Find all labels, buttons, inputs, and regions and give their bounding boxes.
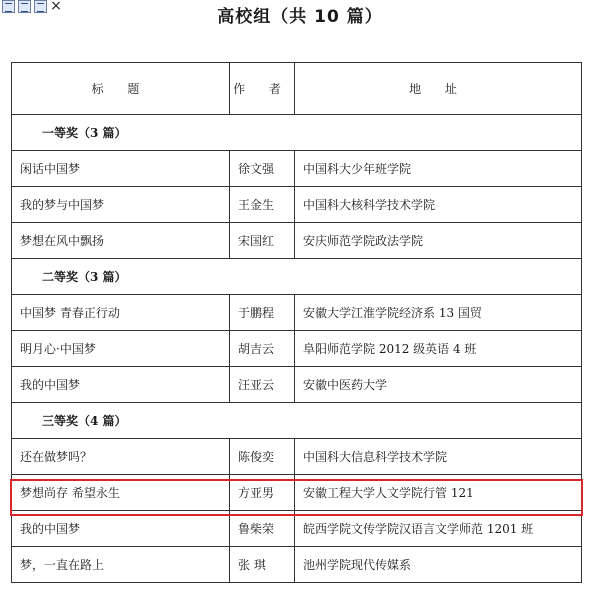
entry-address: 皖西学院文传学院汉语言文学师范 1201 班: [295, 511, 582, 547]
table-row: [12, 187, 582, 223]
table-row: [12, 151, 582, 187]
section-row-first-prize: [12, 115, 582, 151]
entry-author: 鲁柴荣: [230, 511, 295, 547]
section-row-second-prize: [12, 259, 582, 295]
entry-address: 阜阳师范学院 2012 级英语 4 班: [295, 331, 582, 367]
table-header-row: [12, 63, 582, 115]
table-row: [12, 295, 582, 331]
entry-title: 还在做梦吗？: [12, 439, 230, 475]
entry-title: 我的中国梦: [12, 367, 230, 403]
entry-title: 明月心·中国梦: [12, 331, 230, 367]
table-row: [12, 511, 582, 547]
table-row: [12, 439, 582, 475]
entry-address: 中国科大核科学技术学院: [295, 187, 582, 223]
entry-author: 汪亚云: [230, 367, 295, 403]
table-row: [12, 547, 582, 583]
entry-address: 安徽大学江淮学院经济系 13 国贸: [295, 295, 582, 331]
close-icon[interactable]: ×: [50, 0, 62, 14]
header-address: 地 址: [295, 63, 582, 115]
section-label: 二等奖（3 篇）: [12, 259, 582, 295]
header-author: 作 者: [230, 63, 295, 115]
section-label: 一等奖（3 篇）: [12, 115, 582, 151]
entry-title: 我的中国梦: [12, 511, 230, 547]
entry-address: 安庆师范学院政法学院: [295, 223, 582, 259]
entry-author: 王金生: [230, 187, 295, 223]
entry-title: 梦想在风中飘扬: [12, 223, 230, 259]
entry-title: 梦，一直在路上: [12, 547, 230, 583]
entry-title: 我的梦与中国梦: [12, 187, 230, 223]
entry-title: 中国梦 青春正行动: [12, 295, 230, 331]
section-label: 三等奖（4 篇）: [12, 403, 582, 439]
entry-address: 安徽中医药大学: [295, 367, 582, 403]
entry-author: 徐文强: [230, 151, 295, 187]
entry-author: 陈俊奕: [230, 439, 295, 475]
table-row: [12, 223, 582, 259]
entry-address: 安徽工程大学人文学院行管 121: [295, 475, 582, 511]
table-row-highlighted: [12, 475, 582, 511]
entry-title: 梦想尚存 希望永生: [12, 475, 230, 511]
award-table: [11, 62, 582, 583]
table-row: [12, 331, 582, 367]
header-title: 标 题: [12, 63, 230, 115]
entry-title: 闲话中国梦: [12, 151, 230, 187]
entry-author: 胡吉云: [230, 331, 295, 367]
entry-author: 张 琪: [230, 547, 295, 583]
section-row-third-prize: [12, 403, 582, 439]
entry-author: 方亚男: [230, 475, 295, 511]
entry-address: 中国科大信息科学技术学院: [295, 439, 582, 475]
table-row: [12, 367, 582, 403]
entry-author: 宋国红: [230, 223, 295, 259]
entry-address: 中国科大少年班学院: [295, 151, 582, 187]
page-title: 高校组（共 10 篇）: [217, 7, 383, 27]
entry-address: 池州学院现代传媒系: [295, 547, 582, 583]
entry-author: 于鹏程: [230, 295, 295, 331]
